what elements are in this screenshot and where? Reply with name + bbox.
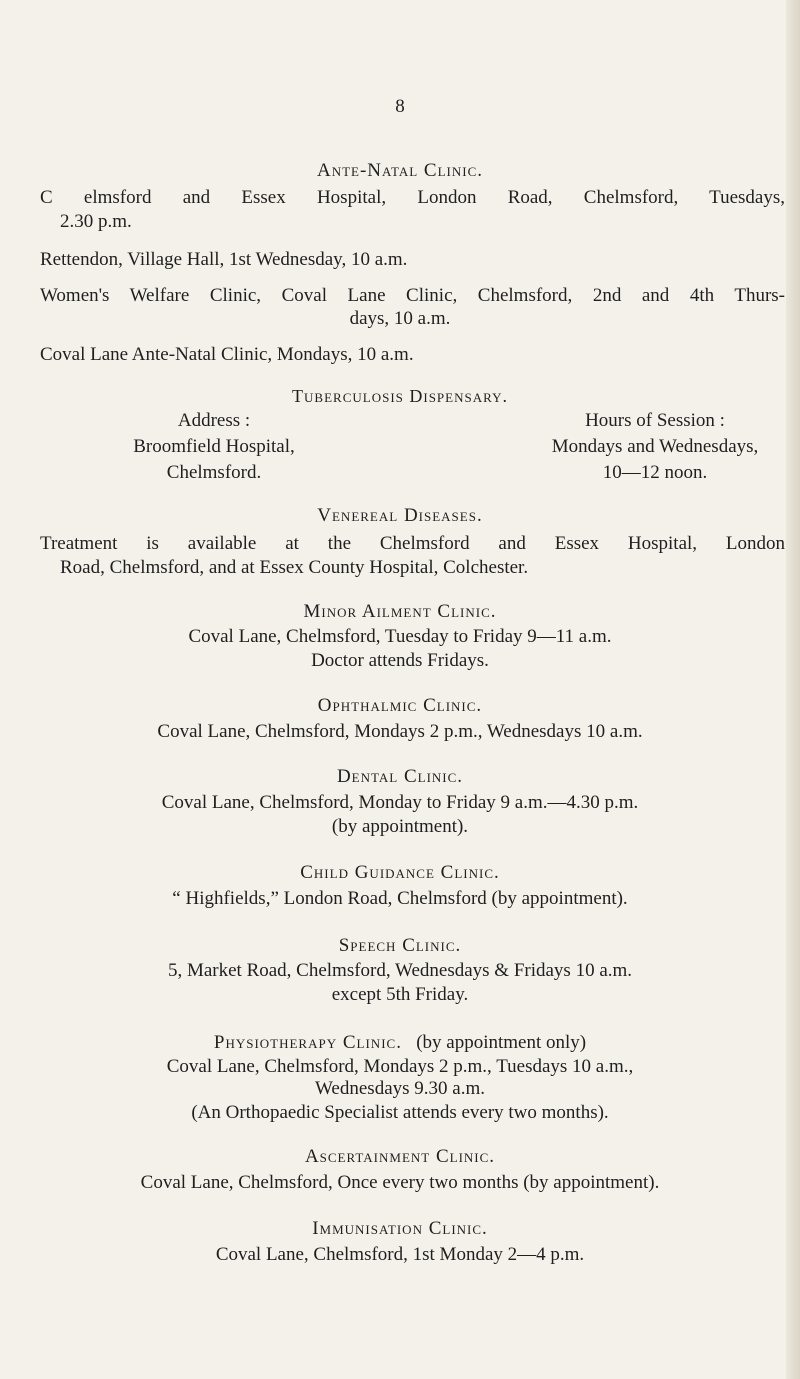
dental-line-2: (by appointment). [331,816,469,837]
antenatal-line-1: C elmsford and Essex Hospital, London Road, Chelmsford, Tuesdays, [40,187,785,208]
venereal-line-2: Road, Chelmsford, and at Essex County Hospital, Colchester. [60,557,529,578]
physiotherapy-line-1: Coval Lane, Chelmsford, Mondays 2 p.m., Tuesdays 10 a.m., [166,1056,634,1077]
child-guidance-line-1: “ Highfields,” London Road, Chelmsford (by appointment). [172,888,628,909]
antenatal-line-5: days, 10 a.m. [349,308,451,329]
minor-ailment-line-1: Coval Lane, Chelmsford, Tuesday to Friday 9—11 a.m. [188,626,612,647]
ophthalmic-heading: Ophthalmic Clinic. [317,695,483,716]
tb-address-line-2: Chelmsford. [166,462,262,483]
tb-hours-line-1: Mondays and Wednesdays, [551,436,759,457]
physiotherapy-line-3: (An Orthopaedic Specialist attends every two months). [191,1102,609,1123]
child-guidance-heading: Child Guidance Clinic. [300,862,500,883]
tb-hours-block [524,408,786,486]
physiotherapy-heading-note: (by appointment only) [416,1032,587,1053]
minor-ailment-line-2: Doctor attends Fridays. [311,650,489,671]
antenatal-line-2: 2.30 p.m. [60,211,132,232]
speech-heading: Speech Clinic. [338,935,462,956]
tb-address-line-1: Broomfield Hospital, [133,436,295,457]
dental-heading: Dental Clinic. [336,766,464,787]
ophthalmic-line-1: Coval Lane, Chelmsford, Mondays 2 p.m., Wednesdays 10 a.m. [157,721,643,742]
ascertainment-line-1: Coval Lane, Chelmsford, Once every two months (by appointment). [140,1172,660,1193]
antenatal-line-3: Rettendon, Village Hall, 1st Wednesday, 10 a.m. [40,249,408,270]
venereal-heading: Venereal Diseases. [317,505,483,526]
physiotherapy-heading: Physiotherapy Clinic. [213,1032,402,1053]
physiotherapy-line-2: Wednesdays 9.30 a.m. [315,1078,485,1099]
page-number: 8 [395,96,405,117]
dental-line-1: Coval Lane, Chelmsford, Monday to Friday 9 a.m.—4.30 p.m. [161,792,639,813]
tb-hours-label: Hours of Session : [585,410,725,431]
tb-hours-line-2: 10—12 noon. [602,462,708,483]
antenatal-line-6: Coval Lane Ante-Natal Clinic, Mondays, 10 a.m. [40,344,414,365]
immunisation-heading: Immunisation Clinic. [312,1218,488,1239]
venereal-line-1: Treatment is available at the Chelmsford and Essex Hospital, London [40,533,785,554]
ascertainment-heading: Ascertainment Clinic. [304,1146,496,1167]
speech-line-1: 5, Market Road, Chelmsford, Wednesdays & Fridays 10 a.m. [167,960,633,981]
physiotherapy-heading-row [0,1030,800,1056]
tb-address-label: Address : [177,410,251,431]
antenatal-line-4: Women's Welfare Clinic, Coval Lane Clinic, Chelmsford, 2nd and 4th Thurs- [40,285,785,306]
antenatal-heading: Ante-Natal Clinic. [316,160,484,181]
immunisation-line-1: Coval Lane, Chelmsford, 1st Monday 2—4 p.m. [215,1244,585,1265]
tuberculosis-heading: Tuberculosis Dispensary. [292,386,508,406]
speech-line-2: except 5th Friday. [331,984,469,1005]
tb-address-block [94,408,334,486]
minor-ailment-heading: Minor Ailment Clinic. [303,601,497,622]
